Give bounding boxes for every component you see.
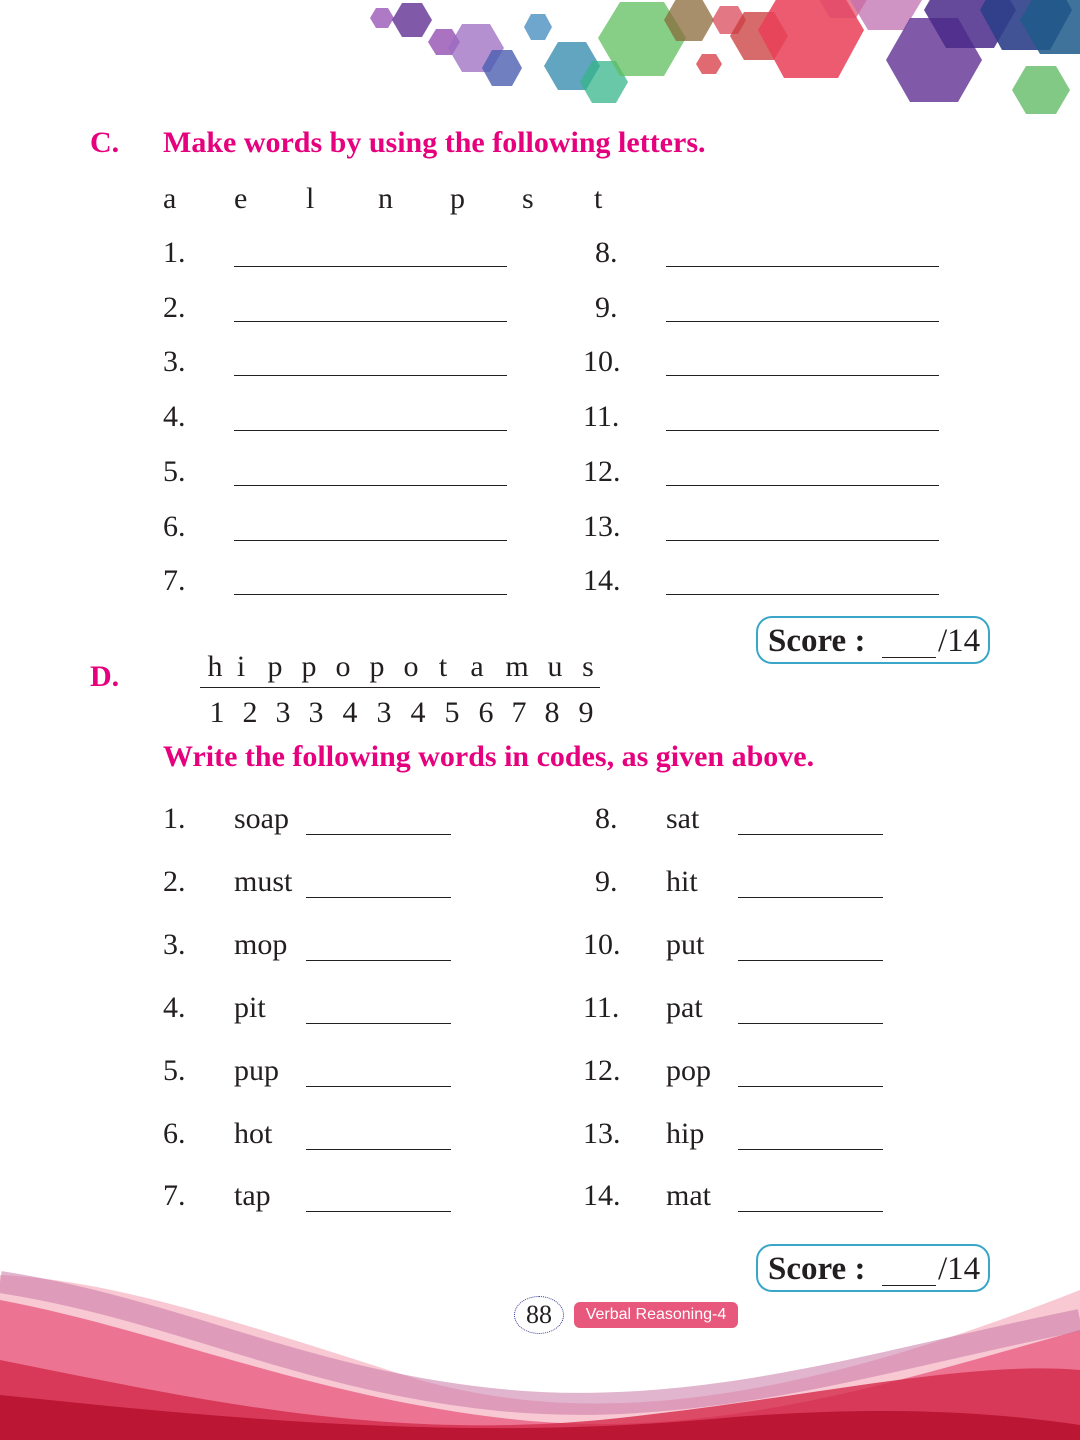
code-letter: o: [335, 650, 351, 683]
code-letter: i: [236, 650, 246, 683]
item-number: 1.: [163, 236, 186, 269]
score-total: /14: [938, 623, 981, 659]
code-answer-blank[interactable]: [306, 897, 451, 898]
answer-blank[interactable]: [666, 321, 939, 322]
code-word-item: hot: [234, 1117, 273, 1150]
score-label: Score :: [768, 623, 866, 659]
code-digit: 4: [342, 696, 358, 729]
code-letter: t: [438, 650, 448, 683]
letter: a: [163, 182, 177, 215]
code-letter: p: [369, 650, 385, 683]
item-number: 10.: [583, 928, 621, 961]
answer-blank[interactable]: [234, 540, 507, 541]
code-letter: m: [505, 650, 529, 683]
code-digit: 1: [209, 696, 225, 729]
item-number: 11.: [583, 400, 620, 433]
score-box: [756, 1244, 990, 1292]
code-digit: 3: [275, 696, 291, 729]
code-answer-blank[interactable]: [306, 1023, 451, 1024]
code-word-item: hip: [666, 1117, 705, 1150]
answer-blank[interactable]: [234, 594, 507, 595]
code-digit: 4: [410, 696, 426, 729]
item-number: 12.: [583, 1054, 621, 1087]
code-answer-blank[interactable]: [306, 1211, 451, 1212]
code-digit: 9: [578, 696, 594, 729]
item-number: 2.: [163, 865, 186, 898]
code-letter: u: [547, 650, 563, 683]
item-number: 10.: [583, 345, 621, 378]
item-number: 12.: [583, 455, 621, 488]
item-number: 7.: [163, 1179, 186, 1212]
code-letter: o: [403, 650, 419, 683]
answer-blank[interactable]: [234, 375, 507, 376]
code-answer-blank[interactable]: [738, 834, 883, 835]
code-answer-blank[interactable]: [738, 1211, 883, 1212]
code-word-item: tap: [234, 1179, 271, 1212]
item-number: 8.: [595, 802, 618, 835]
code-word-item: hit: [666, 865, 698, 898]
code-digit: 3: [308, 696, 324, 729]
letter: t: [594, 182, 603, 215]
item-number: 13.: [583, 1117, 621, 1150]
score-blank[interactable]: [882, 657, 936, 658]
item-number: 8.: [595, 236, 618, 269]
answer-blank[interactable]: [666, 594, 939, 595]
answer-blank[interactable]: [234, 430, 507, 431]
item-number: 2.: [163, 291, 186, 324]
code-answer-blank[interactable]: [306, 1086, 451, 1087]
item-number: 14.: [583, 1179, 621, 1212]
hexagon-decoration: [0, 0, 1080, 130]
item-number: 1.: [163, 802, 186, 835]
book-title-badge: Verbal Reasoning-4: [574, 1302, 738, 1328]
code-digit: 2: [242, 696, 258, 729]
letter: s: [522, 182, 534, 215]
section-c-letter: C.: [90, 126, 120, 159]
item-number: 9.: [595, 865, 618, 898]
code-answer-blank[interactable]: [738, 960, 883, 961]
score-blank[interactable]: [882, 1285, 936, 1286]
score-total: /14: [938, 1251, 981, 1287]
code-word-item: sat: [666, 802, 700, 835]
item-number: 3.: [163, 345, 186, 378]
item-number: 11.: [583, 991, 620, 1024]
answer-blank[interactable]: [666, 375, 939, 376]
answer-blank[interactable]: [666, 540, 939, 541]
answer-blank[interactable]: [666, 266, 939, 267]
item-number: 6.: [163, 510, 186, 543]
code-answer-blank[interactable]: [738, 1023, 883, 1024]
code-answer-blank[interactable]: [738, 1086, 883, 1087]
code-word-item: pop: [666, 1054, 711, 1087]
section-d-title: Write the following words in codes, as given above.: [163, 740, 815, 773]
item-number: 4.: [163, 991, 186, 1024]
code-letter: h: [207, 650, 223, 683]
item-number: 6.: [163, 1117, 186, 1150]
code-digit: 6: [478, 696, 494, 729]
code-divider: [200, 687, 600, 688]
code-digit: 3: [376, 696, 392, 729]
code-answer-blank[interactable]: [306, 960, 451, 961]
item-number: 4.: [163, 400, 186, 433]
answer-blank[interactable]: [234, 321, 507, 322]
code-word-item: pat: [666, 991, 703, 1024]
item-number: 13.: [583, 510, 621, 543]
code-answer-blank[interactable]: [738, 1149, 883, 1150]
code-word-item: put: [666, 928, 705, 961]
letter: e: [234, 182, 248, 215]
letter: l: [306, 182, 315, 215]
item-number: 14.: [583, 564, 621, 597]
score-box: [756, 616, 990, 664]
letter: p: [450, 182, 465, 215]
item-number: 7.: [163, 564, 186, 597]
answer-blank[interactable]: [234, 266, 507, 267]
section-c-title: Make words by using the following letters.: [163, 126, 706, 159]
code-word-item: pit: [234, 991, 266, 1024]
code-letter: s: [582, 650, 594, 683]
code-digit: 5: [444, 696, 460, 729]
answer-blank[interactable]: [666, 430, 939, 431]
code-answer-blank[interactable]: [738, 897, 883, 898]
code-word-item: must: [234, 865, 293, 898]
item-number: 5.: [163, 455, 186, 488]
code-word-item: pup: [234, 1054, 279, 1087]
answer-blank[interactable]: [234, 485, 507, 486]
code-digit: 7: [511, 696, 527, 729]
letter: n: [378, 182, 393, 215]
code-digit: 8: [544, 696, 560, 729]
item-number: 3.: [163, 928, 186, 961]
code-word-item: mop: [234, 928, 288, 961]
code-word-item: soap: [234, 802, 289, 835]
page-number: 88: [514, 1296, 564, 1334]
code-letter: p: [267, 650, 283, 683]
score-label: Score :: [768, 1251, 866, 1287]
code-letter: a: [470, 650, 484, 683]
code-answer-blank[interactable]: [306, 1149, 451, 1150]
code-word-item: mat: [666, 1179, 711, 1212]
item-number: 9.: [595, 291, 618, 324]
code-answer-blank[interactable]: [306, 834, 451, 835]
section-d-letter: D.: [90, 660, 120, 693]
item-number: 5.: [163, 1054, 186, 1087]
answer-blank[interactable]: [666, 485, 939, 486]
code-letter: p: [301, 650, 317, 683]
